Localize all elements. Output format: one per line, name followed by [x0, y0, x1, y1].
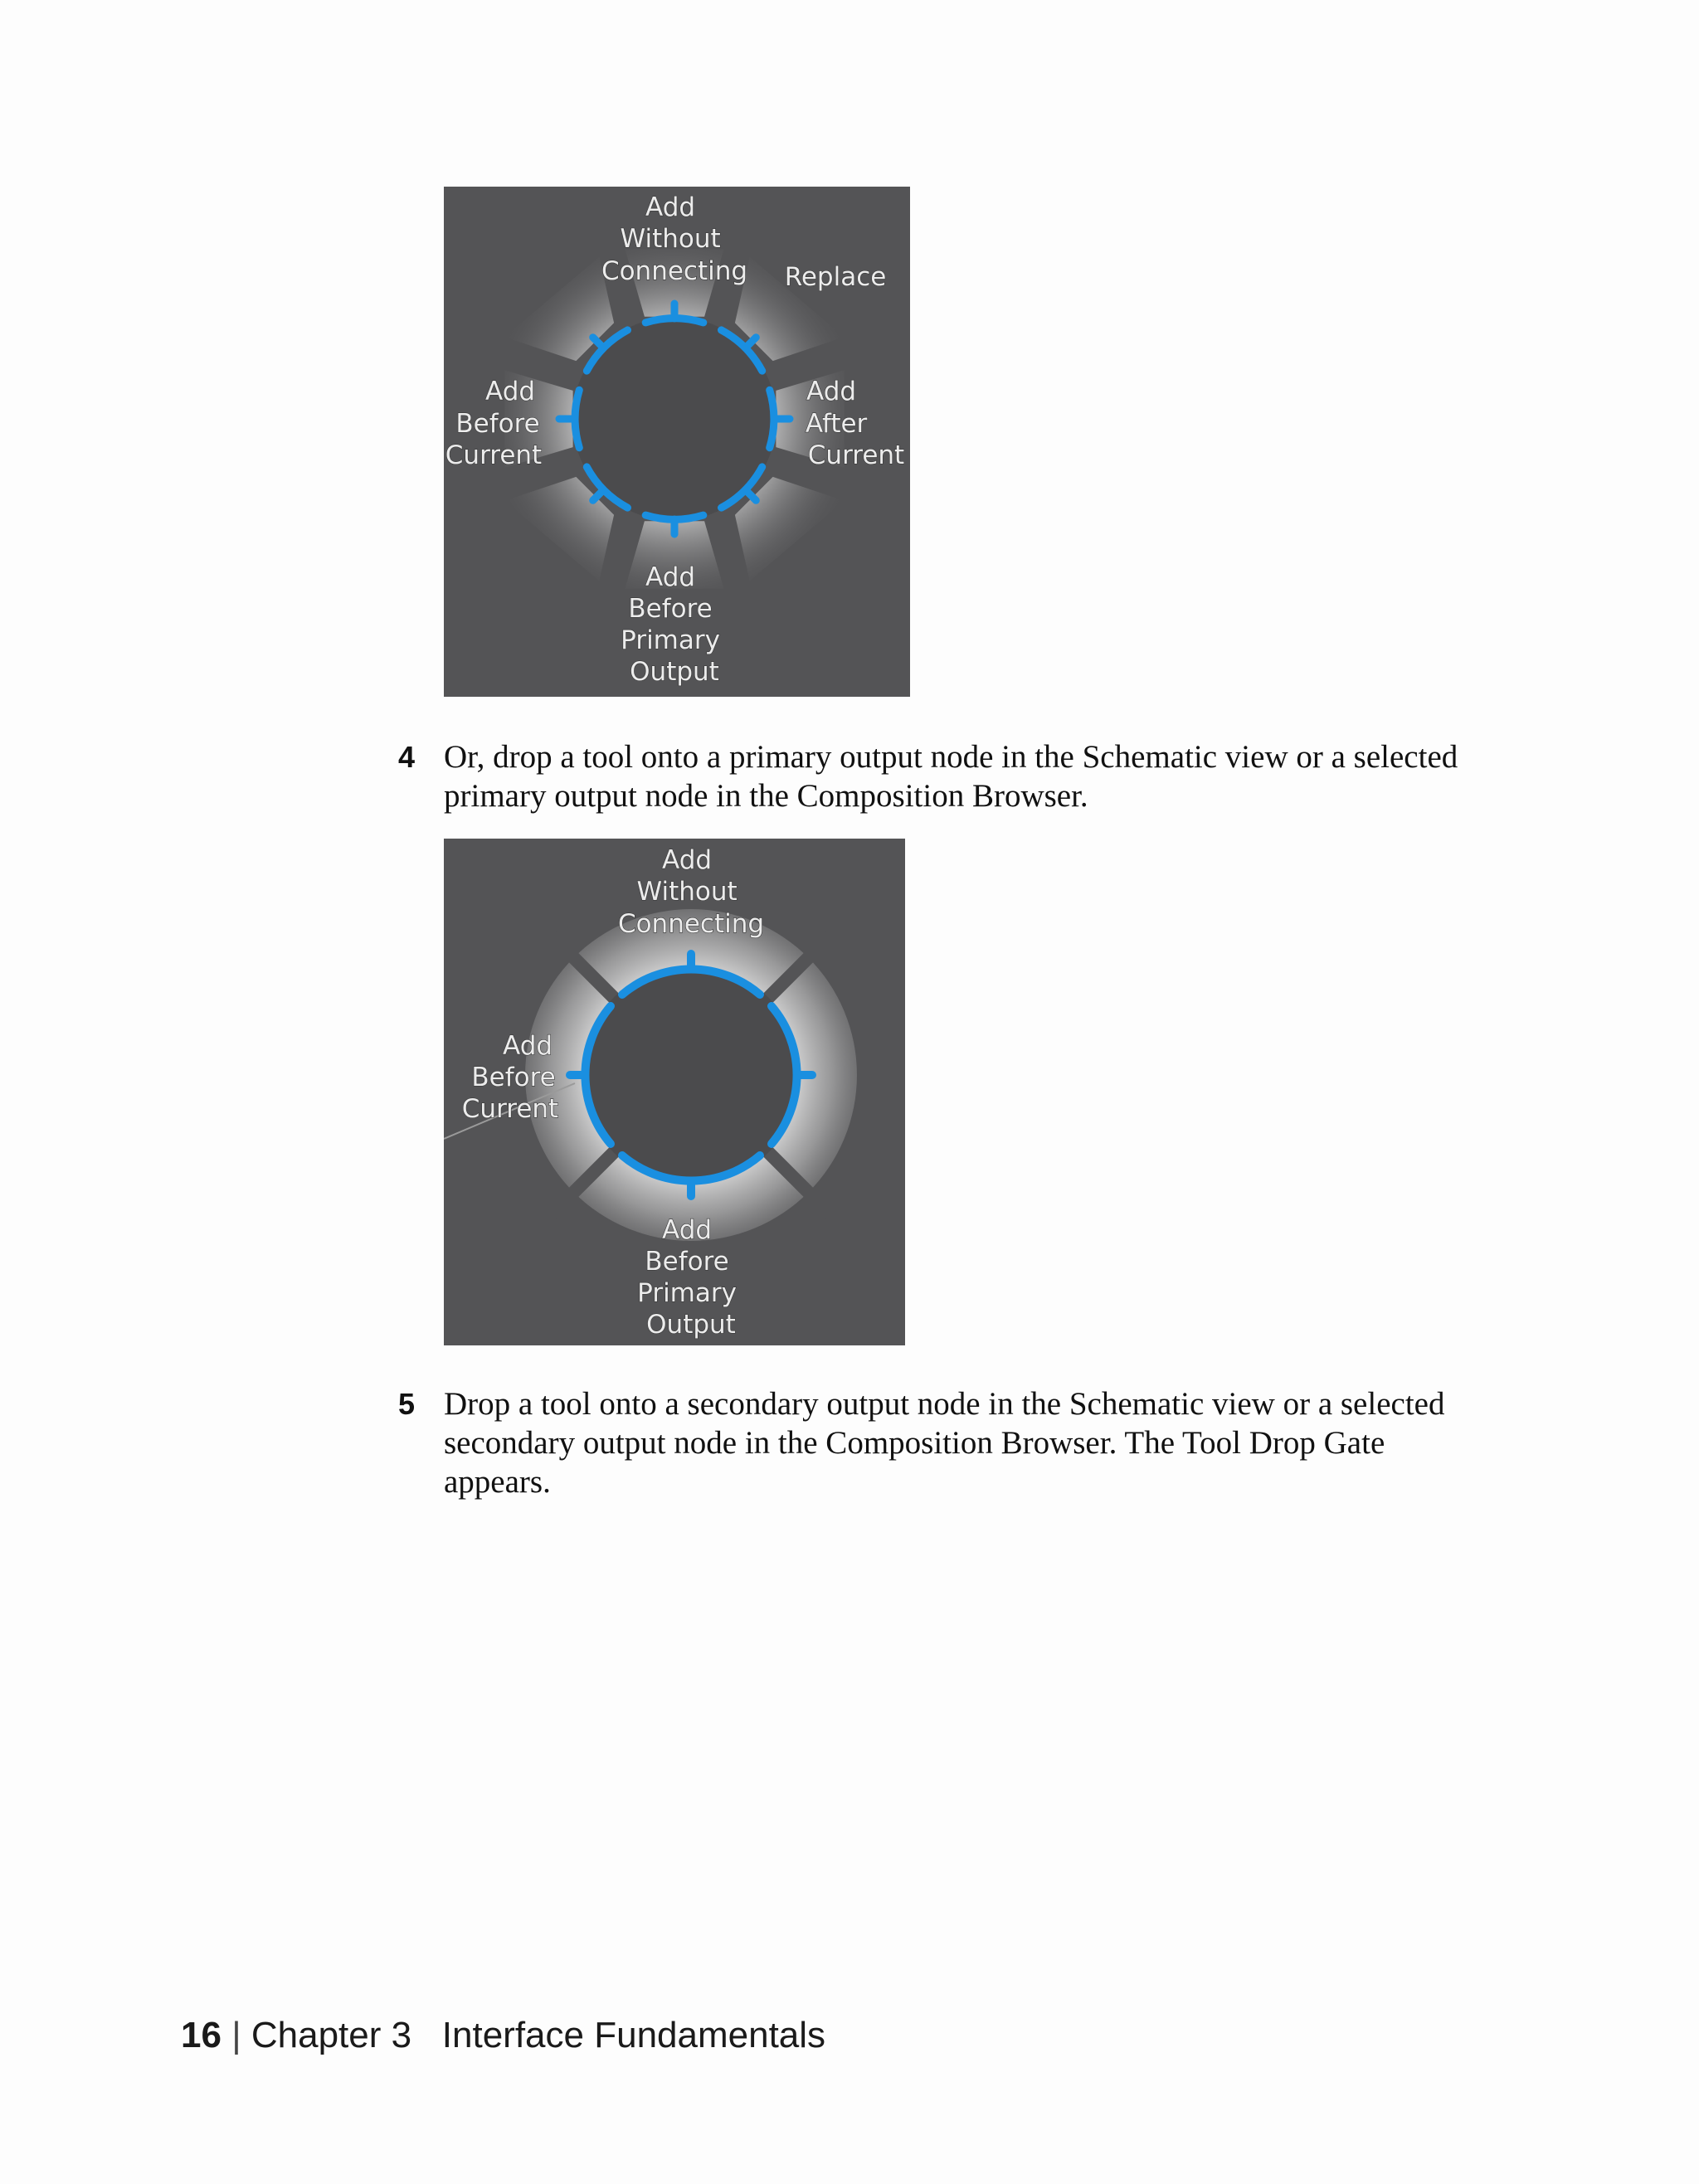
label-add-without-connecting: Add Without Connecting — [601, 192, 748, 286]
tool-drop-gate-diagram — [444, 839, 905, 1345]
label-add-before-primary-output: Add Before Primary Output — [621, 562, 720, 687]
chapter-label: Chapter 3 — [251, 2015, 412, 2055]
page-number: 16 — [181, 2015, 222, 2055]
chapter-title: Interface Fundamentals — [441, 2015, 826, 2055]
step-text: Drop a tool onto a secondary output node in the Schematic view or a selected secondary output node in the Composition Browser. The Tool Drop Gate appears. — [444, 1386, 1445, 1500]
tool-drop-gate-figure-2 — [444, 839, 905, 1345]
label-add-before-current: Add Before Current — [461, 1031, 559, 1124]
step-text: Or, drop a tool onto a primary output node in the Schematic view or a selected primary output node in the Composition Browser. — [444, 739, 1458, 814]
step-number: 4 — [398, 740, 416, 774]
label-add-after-current: Add After Current — [805, 377, 905, 470]
label-add-without-connecting: Add Without Connecting — [617, 845, 765, 939]
tool-drop-gate-diagram — [444, 187, 910, 697]
step-number: 5 — [398, 1387, 416, 1421]
tool-drop-gate-figure-1 — [444, 187, 910, 697]
page-footer — [181, 2015, 825, 2056]
label-add-before-current: Add Before Current — [445, 377, 543, 470]
label-add-before-primary-output: Add Before Primary Output — [637, 1215, 737, 1340]
gate-center — [582, 966, 801, 1184]
label-replace: Replace — [784, 262, 887, 292]
footer-separator: | — [231, 2015, 241, 2055]
